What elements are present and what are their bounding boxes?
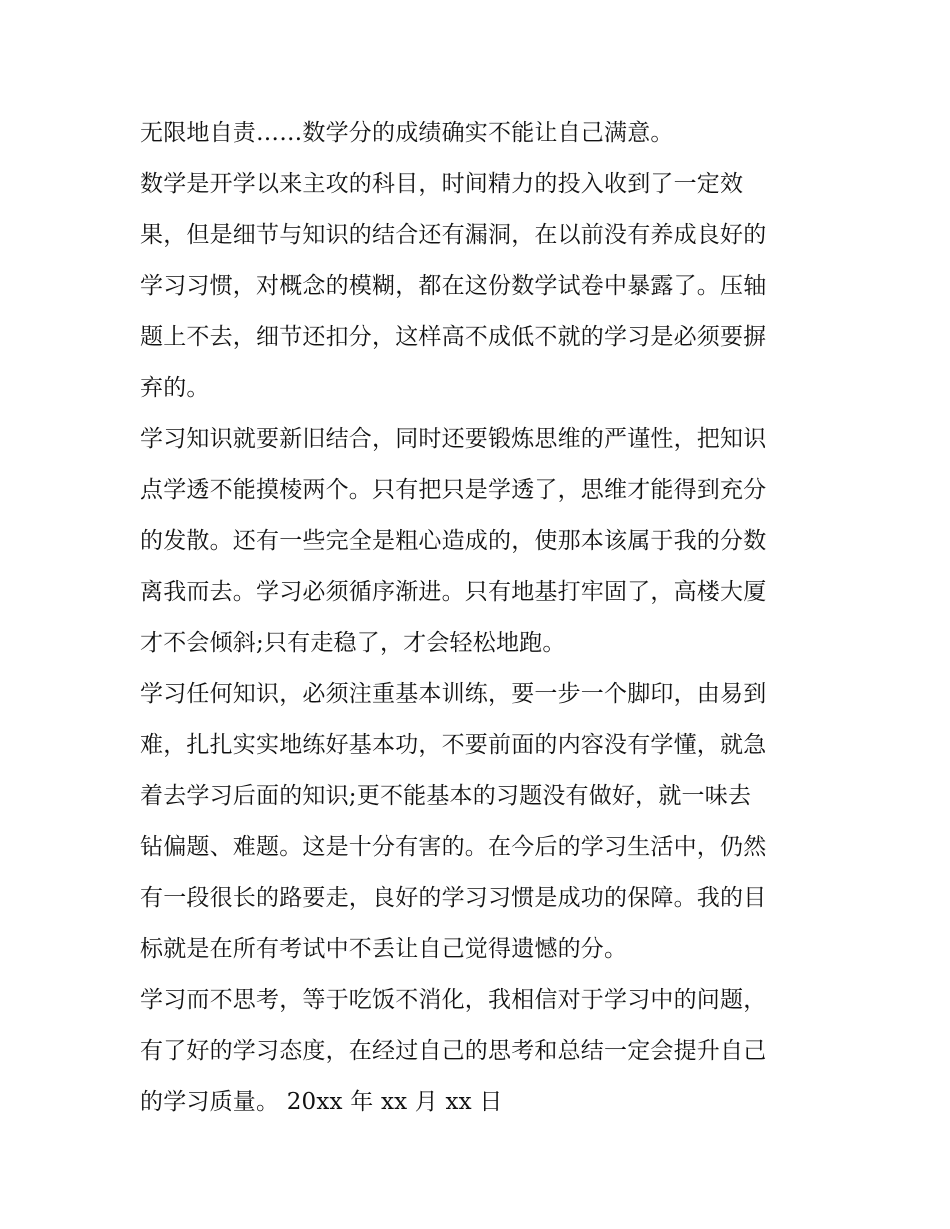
text-line: 弃的。 (140, 375, 210, 401)
text-line: 标就是在所有考试中不丢让自己觉得遗憾的分。 (140, 936, 628, 962)
text-line: 离我而去。学习必须循序渐进。只有地基打牢固了，高楼大厦 (140, 579, 767, 605)
text-line: 学习习惯，对概念的模糊，都在这份数学试卷中暴露了。压轴 (140, 273, 767, 299)
text-line: 学习而不思考，等于吃饭不消化，我相信对于学习中的问题， (140, 987, 767, 1013)
text-line: 题上不去，细节还扣分，这样高不成低不就的学习是必须要摒 (140, 324, 767, 350)
text-line: 无限地自责……数学分的成绩确实不能让自己满意。 (140, 120, 674, 146)
text-line: 有了好的学习态度，在经过自己的思考和总结一定会提升自己 (140, 1038, 767, 1064)
text-line: 学习知识就要新旧结合，同时还要锻炼思维的严谨性，把知识 (140, 426, 767, 452)
text-line: 有一段很长的路要走，良好的学习习惯是成功的保障。我的目 (140, 885, 767, 911)
text-line: 着去学习后面的知识;更不能基本的习题没有做好，就一味去 (140, 783, 752, 809)
text-line: 钻偏题、难题。这是十分有害的。在今后的学习生活中，仍然 (140, 834, 767, 860)
document-body (140, 108, 830, 1128)
text-line: 才不会倾斜;只有走稳了，才会轻松地跑。 (140, 630, 566, 656)
text-line: 学习任何知识，必须注重基本训练，要一步一个脚印，由易到 (140, 681, 767, 707)
text-line: 的发散。还有一些完全是粗心造成的，使那本该属于我的分数 (140, 528, 767, 554)
text-line: 数学是开学以来主攻的科目，时间精力的投入收到了一定效 (140, 171, 744, 197)
text-line: 难，扎扎实实地练好基本功，不要前面的内容没有学懂，就急 (140, 732, 767, 758)
text-line: 点学透不能摸棱两个。只有把只是学透了，思维才能得到充分 (140, 477, 767, 503)
text-line: 果，但是细节与知识的结合还有漏洞，在以前没有养成良好的 (140, 222, 767, 248)
date-line: 的学习质量。 20xx 年 xx 月 xx 日 (140, 1089, 503, 1115)
